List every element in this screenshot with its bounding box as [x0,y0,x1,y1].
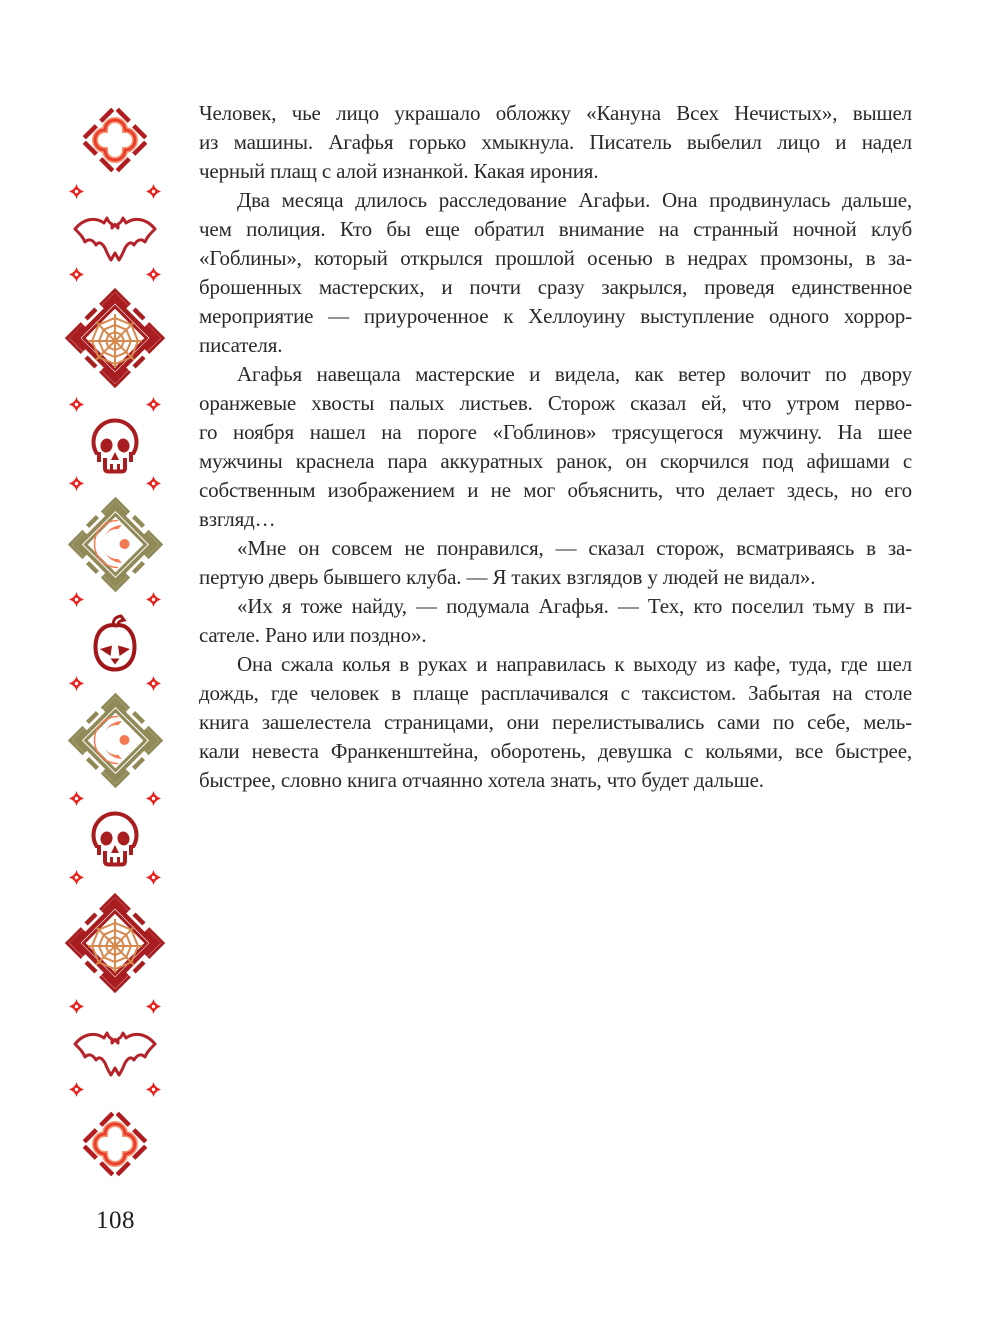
paragraph [199,186,912,360]
text-line: сателе. Рано или поздно». [199,623,427,647]
text-line: оранжевые хвосты палых листьев. Сторож сказал ей, что утром перво- [199,391,912,415]
bat-icon [71,1028,159,1080]
text-line: Она сжала колья в руках и направилась к выходу из кафе, туда, где шел [237,652,912,676]
skull-icon [87,417,143,475]
text-line: брошенных мастерских, и почти сразу закрылся, проведя единственное [199,275,912,299]
paragraph [199,360,912,534]
paragraph [199,650,912,795]
pumpkin-icon [86,612,144,674]
sparkle-pair-icon [69,791,161,806]
text-line: из машины. Агафья горько хмыкнула. Писатель выбелил лицо и надел [199,130,912,154]
text-line: чем полиция. Кто бы еще обратил внимание на странный ночной клуб [199,217,912,241]
text-line: дождь, где человек в плаще расплачивался с таксистом. Забытая на столе [199,681,912,705]
sparkle-pair-icon [69,267,161,282]
text-line: кали невеста Франкенштейна, оборотень, девушка с кольями, все быстрее, [199,739,912,763]
sparkle-pair-icon [69,184,161,199]
spider-web-diamond-icon [65,893,165,993]
sparkle-pair-icon [69,999,161,1014]
text-line: черный плащ с алой изнанкой. Какая ирония. [199,159,599,183]
text-line: Агафья навещала мастерские и видела, как ветер волочит по двору [237,362,912,386]
skull-icon [87,810,143,868]
text-line: собственным изображением и не мог объяснить, что делает здесь, но его [199,478,912,502]
page-number: 108 [96,1207,135,1234]
text-line: «Гоблины», который открылся прошлой осенью в недрах промзоны, в за- [199,246,912,270]
crescent-moon-diamond-icon [68,497,163,592]
text-line: Человек, чье лицо украшало обложку «Кануна Всех Нечистых», вышел [199,101,912,125]
crescent-moon-diamond-icon [68,693,163,788]
text-line: писателя. [199,333,283,357]
quatrefoil-diamond-icon [81,106,149,174]
text-line: пертую дверь бывшего клуба. — Я таких взглядов у людей не видал». [199,565,816,589]
sparkle-pair-icon [69,1082,161,1097]
text-line: быстрее, словно книга отчаянно хотела знать, что будет дальше. [199,768,764,792]
paragraph [199,99,912,186]
paragraph [199,534,912,592]
sparkle-pair-icon [69,476,161,491]
text-line: мероприятие — приуроченное к Хеллоуину выступление одного хоррор- [199,304,912,328]
text-line: мужчины краснела пара аккуратных ранок, он скорчился под афишами с [199,449,912,473]
sparkle-pair-icon [69,676,161,691]
spider-web-diamond-icon [65,288,165,388]
text-line: «Мне он совсем не понравился, — сказал сторож, всматриваясь в за- [237,536,912,560]
text-line: «Их я тоже найду, — подумала Агафья. — Тех, кто поселил тьму в пи- [237,594,912,618]
quatrefoil-diamond-icon [81,1110,149,1178]
paragraph [199,592,912,650]
text-column [199,99,912,795]
text-line: Два месяца длилось расследование Агафьи. Она продвинулась дальше, [237,188,912,212]
bat-icon [71,213,159,265]
text-line: го ноября нашел на пороге «Гоблинов» трясущегося мужчину. На шее [199,420,912,444]
sparkle-pair-icon [69,397,161,412]
text-line: книга зашелестела страницами, они перелистывались сами по себе, мель- [199,710,912,734]
sparkle-pair-icon [69,870,161,885]
text-line: взгляд… [199,507,276,531]
sparkle-pair-icon [69,592,161,607]
